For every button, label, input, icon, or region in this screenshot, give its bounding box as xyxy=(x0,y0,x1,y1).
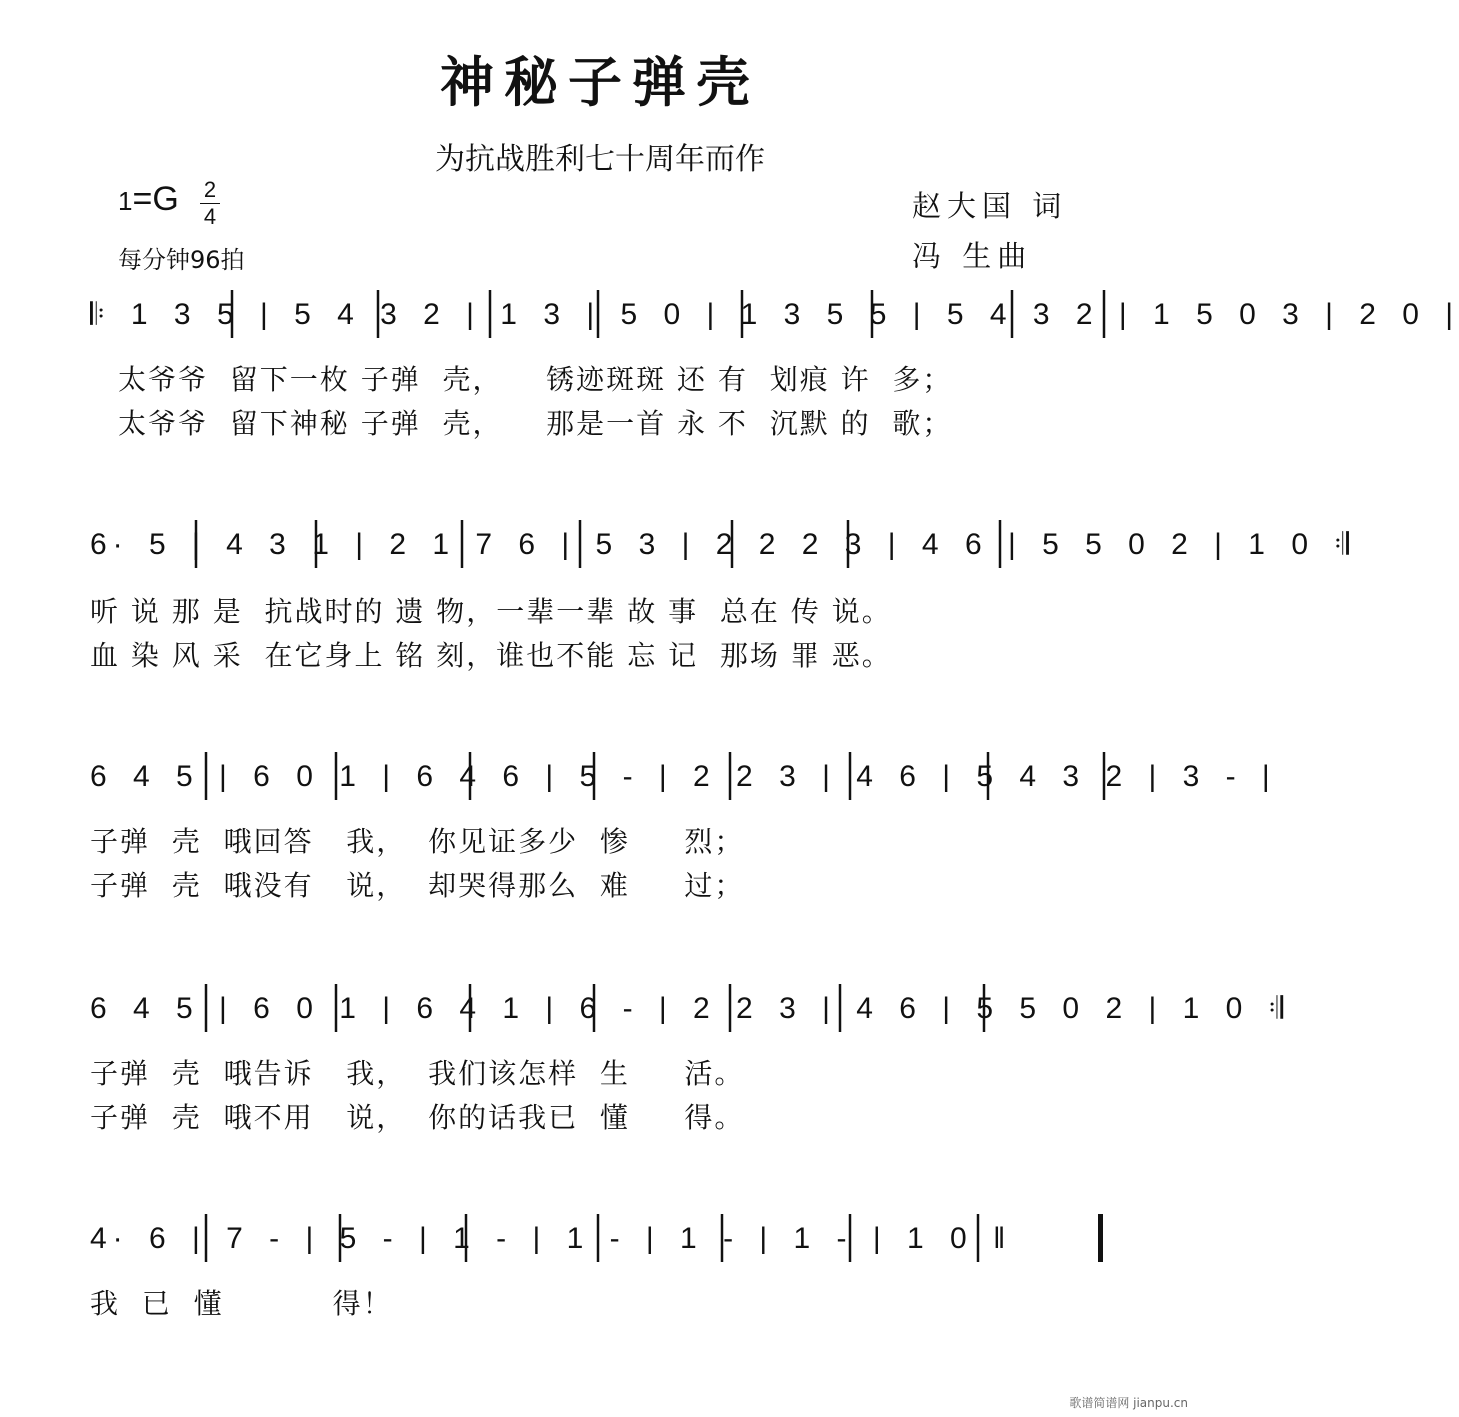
composer-credit: 冯 生曲 xyxy=(912,239,1033,273)
time-signature-bottom: 4 xyxy=(203,204,217,229)
lyric-verse-2: 太爷爷 留下神秘 子弹 壳， 那是一首 永 不 沉默 的 歌； xyxy=(118,407,953,440)
lyric-verse-1: 我 已 懂 得！ xyxy=(90,1287,393,1320)
lyric-verse-1: 子弹 壳 哦回答 我， 你见证多少 惨 烈； xyxy=(90,825,745,858)
final-barline xyxy=(1098,1214,1103,1262)
lyric-verse-2: 子弹 壳 哦没有 说， 却哭得那么 难 过； xyxy=(90,869,745,902)
notation-line: 𝄆 1 3 5 | 5 4 3 2 | 1 3 | 5 0 | 1 3 5 5 | 5 4 3 2 | 1 5 0 3 | 2 0 | xyxy=(90,298,1459,331)
lyricist-credit: 赵大国 词 xyxy=(912,189,1068,223)
lyric-verse-1: 子弹 壳 哦告诉 我， 我们该怎样 生 活。 xyxy=(90,1057,745,1090)
watermark: 歌谱简谱网 jianpu.cn xyxy=(1069,1396,1188,1410)
notation-line: 4· 6 | 7 - | 5 - | 1 - | 1 - | 1 - | 1 - | 1 0 ‖ xyxy=(90,1222,1012,1255)
song-subtitle: 为抗战胜利七十周年而作 xyxy=(435,142,765,177)
notation-line: 6 4 5 | 6 0 1 | 6 4 6 | 5 - | 2 2 3 | 4 6 | 5 4 3 2 | 3 - | xyxy=(90,760,1276,793)
lyric-verse-1: 听 说 那 是 抗战时的 遗 物，一辈一辈 故 事 总在 传 说。 xyxy=(90,595,892,628)
time-signature-top: 2 xyxy=(203,177,217,202)
lyric-verse-1: 太爷爷 留下一枚 子弹 壳， 锈迹斑斑 还 有 划痕 许 多； xyxy=(118,363,953,396)
lyric-verse-2: 血 染 风 采 在它身上 铭 刻，谁也不能 忘 记 那场 罪 恶。 xyxy=(90,639,892,672)
tempo-marking: 每分钟96拍 xyxy=(118,246,245,274)
song-title: 神秘子弹壳 xyxy=(440,50,760,114)
lyric-verse-2: 子弹 壳 哦不用 说， 你的话我已 懂 得。 xyxy=(90,1101,745,1134)
notation-line: 6· 5 | 4 3 1 | 2 1 7 6 | 5 3 | 2 2 2 3 | 4 6 | 5 5 0 2 | 1 0 𝄇 xyxy=(90,528,1355,561)
key-tonic: 1 xyxy=(118,186,133,216)
key-letter: =G xyxy=(132,180,179,218)
notation-line: 6 4 5 | 6 0 1 | 6 4 1 | 6 - | 2 2 3 | 4 6 | 5 5 0 2 | 1 0 𝄇 xyxy=(90,992,1290,1025)
